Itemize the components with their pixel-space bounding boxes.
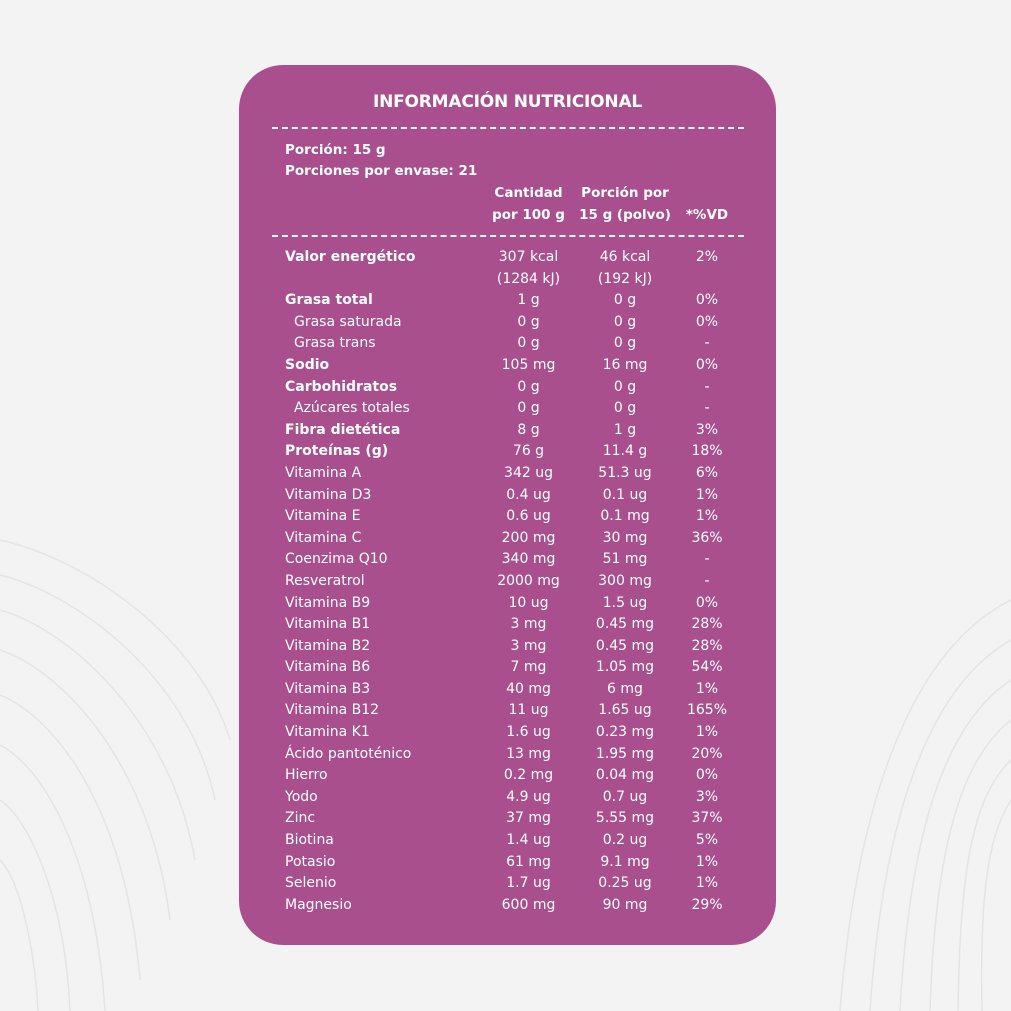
value-per-serving: 90 mg (602, 896, 648, 913)
nutrient-name: Grasa trans (294, 335, 376, 352)
value-per-serving: 0.23 mg (595, 724, 655, 741)
table-row (239, 895, 776, 917)
nutrient-name: Grasa saturada (294, 313, 402, 330)
value-per-100g: 1 g (517, 292, 540, 309)
value-per-100g: 0 g (517, 313, 540, 330)
nutrient-name: Vitamina K1 (285, 724, 370, 741)
nutrient-name: Vitamina D3 (285, 486, 372, 503)
table-row (239, 312, 776, 334)
value-per-serving: 0.45 mg (595, 616, 655, 633)
table-row (239, 398, 776, 420)
nutrient-name: Resveratrol (285, 572, 365, 589)
nutrient-name: Carbohidratos (285, 378, 398, 395)
value-per-100g: 11 ug (508, 702, 549, 719)
value-per-serving: 0 g (613, 292, 637, 309)
value-per-serving: 1.05 mg (595, 659, 655, 676)
nutrient-name: Ácido pantoténico (285, 745, 412, 762)
value-per-serving: 0 g (613, 378, 637, 395)
dashed-divider-header (272, 235, 744, 237)
table-row (239, 290, 776, 312)
value-per-serving: 1 g (613, 421, 637, 438)
value-per-100g: 340 mg (501, 551, 556, 568)
nutrient-row-energy (239, 247, 776, 290)
value-per-serving: 6 mg (607, 680, 643, 697)
value-per-serving: 0.04 mg (595, 767, 655, 784)
table-row (239, 549, 776, 571)
nutrient-name: Vitamina B9 (285, 594, 371, 611)
value-per-serving: 0 g (613, 335, 637, 352)
nutrient-name: Vitamina B6 (285, 659, 371, 676)
value-daily-percent: 1% (695, 680, 719, 697)
value-per-100g-kj: (1284 kJ) (496, 270, 561, 287)
nutrient-name: Proteínas (g) (285, 443, 389, 460)
column-header-daily-value: *%VD (685, 207, 729, 223)
value-daily-percent: 20% (691, 745, 723, 762)
value-per-serving: 0.7 ug (602, 788, 648, 805)
nutrient-name: Vitamina C (285, 529, 362, 546)
value-daily-percent: - (704, 335, 710, 352)
table-row (239, 377, 776, 399)
column-header-per-100g-line1: Cantidad (494, 185, 563, 201)
nutrient-name: Hierro (285, 767, 328, 784)
value-per-100g: 13 mg (506, 745, 551, 762)
value-per-serving: 51.3 ug (598, 464, 652, 481)
table-row (239, 593, 776, 615)
column-header-per-100g (486, 182, 571, 226)
value-per-100g: 1.4 ug (506, 832, 551, 849)
value-daily-percent: 1% (695, 724, 719, 741)
value-per-serving: 9.1 mg (600, 853, 650, 870)
value-per-100g: 76 g (512, 443, 545, 460)
value-per-100g: 600 mg (501, 896, 556, 913)
value-daily-percent: 3% (695, 421, 719, 438)
nutrient-name: Magnesio (285, 896, 352, 913)
nutrient-name: Sodio (285, 356, 330, 373)
nutrient-name: Vitamina B2 (285, 637, 371, 654)
table-row (239, 787, 776, 809)
value-per-100g: 61 mg (506, 853, 551, 870)
value-per-100g: 0.4 ug (506, 486, 551, 503)
value-per-serving-kj: (192 kJ) (597, 270, 653, 287)
nutrient-name: Fibra dietética (285, 421, 401, 438)
table-row (239, 441, 776, 463)
value-per-serving (577, 247, 673, 290)
value-per-100g: 200 mg (501, 529, 556, 546)
table-row (239, 852, 776, 874)
portion-size: Porción: 15 g (285, 142, 386, 158)
value-daily-percent: 0% (695, 594, 719, 611)
column-header-per-100g-line2: por 100 g (492, 207, 565, 223)
value-daily-percent: 2% (695, 249, 719, 265)
value-per-serving: 30 mg (602, 529, 648, 546)
value-per-100g: 3 mg (510, 616, 547, 633)
value-per-serving: 300 mg (598, 572, 652, 589)
value-per-100g: 8 g (517, 421, 540, 438)
column-header-per-serving-line1: Porción por (581, 185, 669, 201)
value-per-100g: 10 ug (508, 594, 549, 611)
nutrient-name: Selenio (285, 875, 337, 892)
value-per-100g: 0 g (517, 378, 540, 395)
value-per-serving: 0 g (613, 400, 637, 417)
value-per-100g: 342 ug (504, 464, 553, 481)
table-row (239, 873, 776, 895)
table-row (239, 700, 776, 722)
value-daily-percent: 28% (691, 637, 723, 654)
nutrient-name: Vitamina B3 (285, 680, 371, 697)
table-row (239, 355, 776, 377)
value-per-100g: 40 mg (506, 680, 551, 697)
nutrient-name: Coenzima Q10 (285, 551, 388, 568)
value-per-100g: 2000 mg (497, 572, 560, 589)
value-per-serving: 0.2 ug (602, 832, 648, 849)
value-daily-percent: 18% (691, 443, 723, 460)
value-daily-percent: 36% (691, 529, 723, 546)
value-per-serving: 0.25 ug (598, 875, 652, 892)
table-row (239, 722, 776, 744)
value-daily-percent: 1% (695, 875, 719, 892)
value-per-100g: 7 mg (510, 659, 547, 676)
value-daily-percent: 0% (695, 767, 719, 784)
value-daily-percent: 29% (691, 896, 723, 913)
value-daily-percent: - (704, 572, 710, 589)
value-daily-percent: 37% (691, 810, 723, 827)
nutrient-name: Vitamina B1 (285, 616, 371, 633)
value-per-100g-kcal: 307 kcal (498, 249, 559, 265)
nutrient-name: Valor energético (285, 249, 416, 265)
value-per-100g: 37 mg (506, 810, 551, 827)
value-per-100g (486, 247, 571, 290)
value-per-serving: 11.4 g (602, 443, 648, 460)
value-daily-percent: 1% (695, 508, 719, 525)
nutrient-name: Azúcares totales (294, 400, 410, 417)
value-per-100g: 4.9 ug (506, 788, 551, 805)
value-daily-percent: 28% (691, 616, 723, 633)
value-daily-percent: 1% (695, 486, 719, 503)
table-row (239, 463, 776, 485)
table-row (239, 333, 776, 355)
table-row (239, 765, 776, 787)
table-row (239, 506, 776, 528)
table-row (239, 657, 776, 679)
value-per-100g: 0.2 mg (503, 767, 554, 784)
column-header-per-serving-line2: 15 g (polvo) (579, 207, 671, 223)
value-daily-percent: 0% (695, 292, 719, 309)
value-per-100g: 1.6 ug (506, 724, 551, 741)
value-per-serving-kcal: 46 kcal (599, 249, 651, 265)
value-per-100g: 0.6 ug (506, 508, 551, 525)
value-per-serving: 1.95 mg (595, 745, 655, 762)
value-per-100g: 0 g (517, 335, 540, 352)
table-row (239, 420, 776, 442)
dashed-divider-top (272, 127, 744, 129)
table-row (239, 830, 776, 852)
value-daily-percent: - (704, 551, 710, 568)
value-daily-percent: 0% (695, 313, 719, 330)
table-row (239, 528, 776, 550)
value-per-serving: 0 g (613, 313, 637, 330)
value-daily-percent: 1% (695, 853, 719, 870)
nutrient-name: Vitamina B12 (285, 702, 380, 719)
nutrient-name: Zinc (285, 810, 316, 827)
value-daily-percent: 0% (695, 356, 719, 373)
value-daily-percent: 165% (686, 702, 728, 719)
nutrition-label-card (239, 65, 776, 945)
label-title: INFORMACIÓN NUTRICIONAL (372, 92, 643, 112)
nutrient-name: Biotina (285, 832, 334, 849)
value-per-serving: 16 mg (602, 356, 648, 373)
value-per-serving: 5.55 mg (595, 810, 655, 827)
column-header-per-serving (577, 182, 673, 226)
nutrient-name: Vitamina A (285, 464, 362, 481)
table-row (239, 679, 776, 701)
value-per-serving: 1.5 ug (602, 594, 648, 611)
value-daily-percent: 5% (695, 832, 719, 849)
value-per-serving: 0.45 mg (595, 637, 655, 654)
table-row (239, 744, 776, 766)
value-per-serving: 1.65 ug (598, 702, 652, 719)
value-per-serving: 0.1 ug (602, 486, 648, 503)
value-per-100g: 0 g (517, 400, 540, 417)
nutrient-name: Grasa total (285, 292, 373, 309)
value-per-100g: 3 mg (510, 637, 547, 654)
nutrient-name: Potasio (285, 853, 336, 870)
nutrient-name: Yodo (285, 788, 318, 805)
value-per-serving: 51 mg (602, 551, 648, 568)
value-daily-percent: 54% (691, 659, 723, 676)
value-daily-percent: 3% (695, 788, 719, 805)
table-row (239, 636, 776, 658)
nutrient-table (239, 247, 776, 916)
portions-per-container: Porciones por envase: 21 (285, 163, 478, 179)
table-row (239, 485, 776, 507)
value-per-serving: 0.1 mg (600, 508, 650, 525)
table-row (239, 614, 776, 636)
value-daily-percent: - (704, 400, 710, 417)
value-daily-percent: 6% (695, 464, 719, 481)
value-per-100g: 1.7 ug (506, 875, 551, 892)
table-row (239, 571, 776, 593)
value-per-100g: 105 mg (501, 356, 556, 373)
value-daily-percent: - (704, 378, 710, 395)
nutrient-name: Vitamina E (285, 508, 361, 525)
table-row (239, 808, 776, 830)
